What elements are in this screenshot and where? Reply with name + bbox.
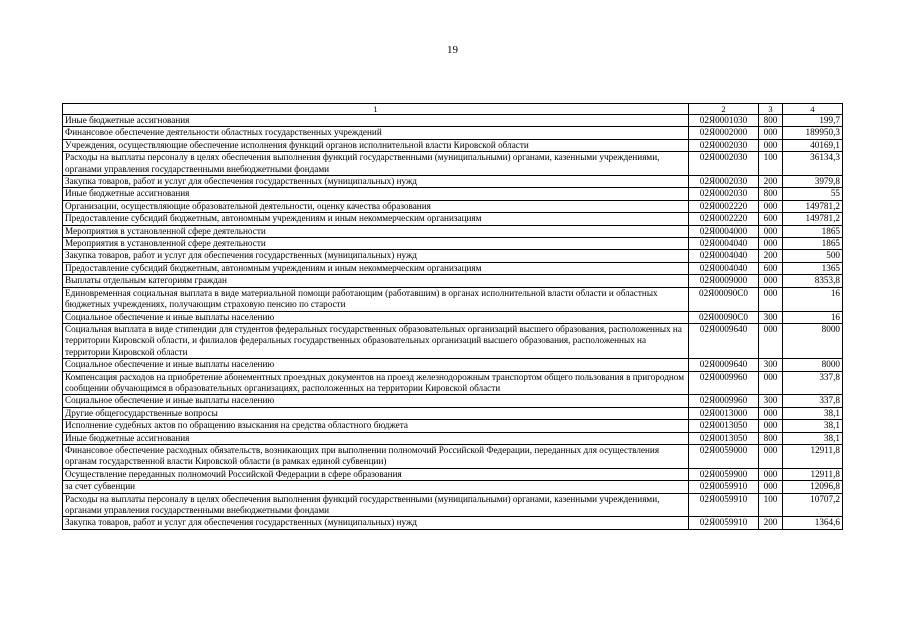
table-header-row [63, 104, 843, 115]
row-code-cell: 02Я0004000 [689, 225, 759, 237]
row-sum-cell: 337,8 [783, 371, 843, 395]
budget-table [62, 103, 843, 530]
row-sum-cell: 1865 [783, 225, 843, 237]
row-name-cell: Компенсация расходов на приобретение абонементных проездных документов на проезд железнодорожным транспортом общего пользования в пригородном сообщении обучающимся в образовательных организациях, расположенных на территории Кировской области [63, 371, 689, 395]
table-row [63, 115, 843, 127]
row-code-cell: 02Я0059910 [689, 517, 759, 529]
row-name-cell: Социальная выплата в виде стипендии для студентов федеральных государственных образовательных организаций высшего образования, расположенных на территории Кировской области, и филиалов федеральных государственных образовательных организаций высшего образования, расположенных на территории Кировской области [63, 323, 689, 358]
table-row [63, 395, 843, 407]
row-kvr-cell: 200 [759, 176, 783, 188]
row-name-cell: Социальное обеспечение и иные выплаты населению [63, 359, 689, 371]
row-code-cell: 02Я0009640 [689, 323, 759, 358]
header-cell-sum: 4 [783, 104, 843, 115]
row-code-cell: 02Я0059910 [689, 481, 759, 493]
row-kvr-cell: 000 [759, 371, 783, 395]
row-name-cell: Предоставление субсидий бюджетным, автономным учреждениям и иным некоммерческим организациям [63, 262, 689, 274]
row-name-cell: Исполнение судебных актов по обращению взыскания на средства областного бюджета [63, 420, 689, 432]
table-row [63, 225, 843, 237]
row-code-cell: 02Я0002030 [689, 139, 759, 151]
row-name-cell: Иные бюджетные ассигнования [63, 115, 689, 127]
table-row [63, 432, 843, 444]
row-code-cell: 02Я0002030 [689, 188, 759, 200]
table-row [63, 176, 843, 188]
table-row [63, 200, 843, 212]
table-row [63, 493, 843, 517]
row-name-cell: Выплаты отдельным категориям граждан [63, 275, 689, 287]
row-kvr-cell: 000 [759, 420, 783, 432]
row-sum-cell: 12911,8 [783, 444, 843, 468]
row-sum-cell: 1364,6 [783, 517, 843, 529]
row-name-cell: Расходы на выплаты персоналу в целях обеспечения выполнения функций государственными (муниципальными) органами, казенными учреждениями, органами управления государственными внебюджетными фондами [63, 493, 689, 517]
row-name-cell: Социальное обеспечение и иные выплаты населению [63, 395, 689, 407]
row-name-cell: Осуществление переданных полномочий Российской Федерации в сфере образования [63, 468, 689, 480]
row-name-cell: Учреждения, осуществляющие обеспечение исполнения функций органов исполнительной власти Кировской области [63, 139, 689, 151]
row-sum-cell: 500 [783, 250, 843, 262]
table-row [63, 139, 843, 151]
row-code-cell: 02Я00090С0 [689, 287, 759, 311]
row-kvr-cell: 000 [759, 323, 783, 358]
row-sum-cell: 3979,8 [783, 176, 843, 188]
table-row [63, 323, 843, 358]
row-name-cell: Финансовое обеспечение расходных обязательств, возникающих при выполнении полномочий Российской Федерации, переданных для осуществления органам государственной власти Кировской области (в рамках единой субвенции) [63, 444, 689, 468]
row-name-cell: Единовременная социальная выплата в виде материальной помощи работающим (работавшим) в органах исполнительной власти области и областных бюджетных учреждениях, получающим страховую пенсию по старости [63, 287, 689, 311]
row-sum-cell: 12096,8 [783, 481, 843, 493]
row-name-cell: Мероприятия в установленной сфере деятельности [63, 225, 689, 237]
row-kvr-cell: 000 [759, 238, 783, 250]
row-code-cell: 02Я0009960 [689, 371, 759, 395]
row-code-cell: 02Я0002220 [689, 213, 759, 225]
row-code-cell: 02Я0059910 [689, 493, 759, 517]
row-kvr-cell: 800 [759, 115, 783, 127]
row-sum-cell: 199,7 [783, 115, 843, 127]
row-kvr-cell: 000 [759, 200, 783, 212]
row-code-cell: 02Я0001030 [689, 115, 759, 127]
row-code-cell: 02Я0013050 [689, 432, 759, 444]
row-code-cell: 02Я0002030 [689, 176, 759, 188]
table-row [63, 468, 843, 480]
row-name-cell: Расходы на выплаты персоналу в целях обеспечения выполнения функций государственными (муниципальными) органами, казенными учреждениями, органами управления государственными внебюджетными фондами [63, 152, 689, 176]
row-sum-cell: 1365 [783, 262, 843, 274]
row-kvr-cell: 300 [759, 359, 783, 371]
row-name-cell: Финансовое обеспечение деятельности областных государственных учреждений [63, 127, 689, 139]
row-name-cell: Предоставление субсидий бюджетным, автономным учреждениям и иным некоммерческим организациям [63, 213, 689, 225]
table-row [63, 238, 843, 250]
row-name-cell: Иные бюджетные ассигнования [63, 432, 689, 444]
row-name-cell: Иные бюджетные ассигнования [63, 188, 689, 200]
table-row [63, 262, 843, 274]
row-name-cell: Закупка товаров, работ и услуг для обеспечения государственных (муниципальных) нужд [63, 250, 689, 262]
table-row [63, 481, 843, 493]
row-code-cell: 02Я0009960 [689, 395, 759, 407]
row-sum-cell: 16 [783, 311, 843, 323]
row-sum-cell: 1865 [783, 238, 843, 250]
row-kvr-cell: 800 [759, 432, 783, 444]
header-cell-code: 2 [689, 104, 759, 115]
row-code-cell: 02Я00090С0 [689, 311, 759, 323]
row-kvr-cell: 000 [759, 444, 783, 468]
row-kvr-cell: 000 [759, 127, 783, 139]
row-sum-cell: 38,1 [783, 420, 843, 432]
row-sum-cell: 8000 [783, 323, 843, 358]
row-sum-cell: 16 [783, 287, 843, 311]
row-code-cell: 02Я0004040 [689, 262, 759, 274]
row-kvr-cell: 100 [759, 493, 783, 517]
row-sum-cell: 8353,8 [783, 275, 843, 287]
row-sum-cell: 55 [783, 188, 843, 200]
row-kvr-cell: 200 [759, 250, 783, 262]
row-name-cell: Мероприятия в установленной сфере деятельности [63, 238, 689, 250]
table-row [63, 517, 843, 529]
row-code-cell: 02Я0002000 [689, 127, 759, 139]
row-code-cell: 02Я0004040 [689, 238, 759, 250]
header-cell-name: 1 [63, 104, 689, 115]
row-code-cell: 02Я0009640 [689, 359, 759, 371]
row-code-cell: 02Я0002030 [689, 152, 759, 176]
row-code-cell: 02Я0002220 [689, 200, 759, 212]
row-kvr-cell: 000 [759, 275, 783, 287]
row-kvr-cell: 000 [759, 139, 783, 151]
row-kvr-cell: 300 [759, 311, 783, 323]
table-row [63, 275, 843, 287]
row-kvr-cell: 100 [759, 152, 783, 176]
row-sum-cell: 149781,2 [783, 200, 843, 212]
row-sum-cell: 40169,1 [783, 139, 843, 151]
row-name-cell: Социальное обеспечение и иные выплаты населению [63, 311, 689, 323]
table-row [63, 188, 843, 200]
row-name-cell: Организации, осуществляющие образовательной деятельности, оценку качества образования [63, 200, 689, 212]
row-kvr-cell: 000 [759, 287, 783, 311]
row-sum-cell: 10707,2 [783, 493, 843, 517]
row-kvr-cell: 600 [759, 262, 783, 274]
row-sum-cell: 149781,2 [783, 213, 843, 225]
header-cell-kvr: 3 [759, 104, 783, 115]
table-row [63, 407, 843, 419]
table-row [63, 371, 843, 395]
row-name-cell: Закупка товаров, работ и услуг для обеспечения государственных (муниципальных) нужд [63, 176, 689, 188]
row-name-cell: Другие общегосударственные вопросы [63, 407, 689, 419]
row-kvr-cell: 000 [759, 481, 783, 493]
row-code-cell: 02Я0004040 [689, 250, 759, 262]
row-code-cell: 02Я0059000 [689, 444, 759, 468]
row-sum-cell: 8000 [783, 359, 843, 371]
row-sum-cell: 12911,8 [783, 468, 843, 480]
table-row [63, 127, 843, 139]
table-row [63, 311, 843, 323]
row-code-cell: 02Я0013000 [689, 407, 759, 419]
row-kvr-cell: 300 [759, 395, 783, 407]
row-sum-cell: 337,8 [783, 395, 843, 407]
table-row [63, 420, 843, 432]
row-kvr-cell: 600 [759, 213, 783, 225]
table-row [63, 359, 843, 371]
table-row [63, 444, 843, 468]
table-row [63, 250, 843, 262]
row-sum-cell: 38,1 [783, 407, 843, 419]
row-code-cell: 02Я0009000 [689, 275, 759, 287]
table-row [63, 152, 843, 176]
page-number: 19 [447, 44, 458, 56]
row-code-cell: 02Я0059900 [689, 468, 759, 480]
row-sum-cell: 38,1 [783, 432, 843, 444]
row-sum-cell: 36134,3 [783, 152, 843, 176]
table-row [63, 287, 843, 311]
row-kvr-cell: 800 [759, 188, 783, 200]
row-code-cell: 02Я0013050 [689, 420, 759, 432]
row-kvr-cell: 000 [759, 225, 783, 237]
row-kvr-cell: 200 [759, 517, 783, 529]
row-name-cell: за счет субвенции [63, 481, 689, 493]
row-sum-cell: 189950,3 [783, 127, 843, 139]
row-kvr-cell: 000 [759, 407, 783, 419]
row-name-cell: Закупка товаров, работ и услуг для обеспечения государственных (муниципальных) нужд [63, 517, 689, 529]
row-kvr-cell: 000 [759, 468, 783, 480]
table-row [63, 213, 843, 225]
